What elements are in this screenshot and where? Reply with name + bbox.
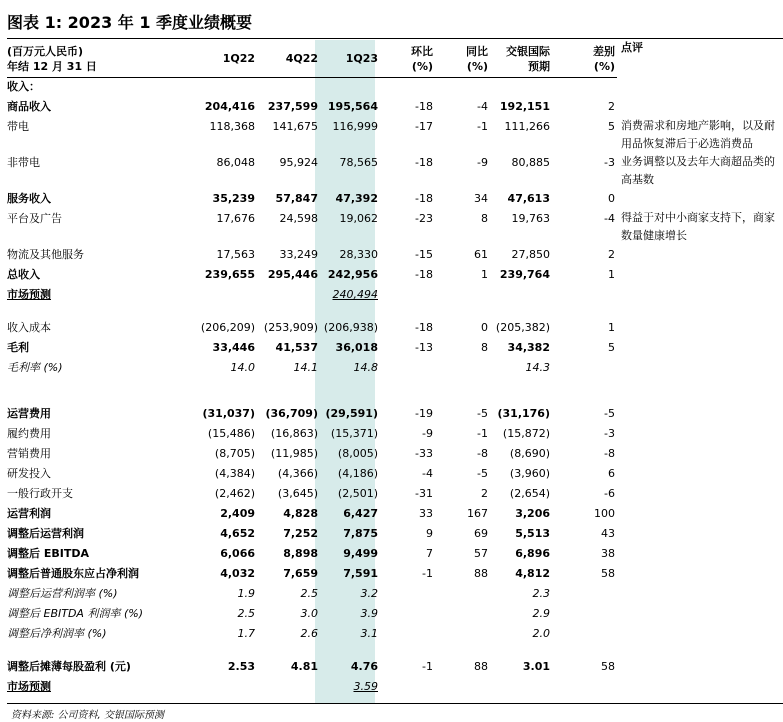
cell-1q23: 3.1: [360, 627, 378, 640]
cell-1q23: 19,062: [339, 212, 378, 225]
cell-4q22: 24,598: [279, 212, 318, 225]
table-row: [7, 464, 783, 484]
cell-4q22: 3.0: [300, 607, 318, 620]
row-label: 收入成本: [7, 321, 51, 334]
spacer-row: [7, 644, 783, 657]
cell-1q22: 118,368: [209, 120, 255, 133]
cell-1q23: 78,565: [339, 156, 378, 169]
cell-1q22: 33,446: [212, 341, 255, 354]
row-label: 毛利: [7, 341, 29, 354]
cell-diff: 2: [608, 100, 615, 113]
cell-1q23: 47,392: [335, 192, 378, 205]
table-row: [7, 424, 783, 444]
cell-4q22: (253,909): [263, 321, 318, 334]
row-label: 履约费用: [7, 427, 51, 440]
header-diff: 差别: [593, 44, 615, 58]
cell-estimate: (3,960): [509, 467, 550, 480]
row-label: 调整后 EBITDA 利润率 (%): [7, 607, 143, 620]
table-row: [7, 624, 783, 644]
cell-diff: 1: [608, 268, 615, 281]
cell-4q22: (4,366): [277, 467, 318, 480]
row-label: 调整后摊薄每股盈利 (元): [7, 660, 131, 673]
cell-estimate: 111,266: [504, 120, 550, 133]
cell-1q22: 4,032: [220, 567, 255, 580]
cell-diff: -3: [604, 156, 615, 169]
cell-1q22: 2.5: [237, 607, 255, 620]
table-row: [7, 245, 783, 265]
cell-qoq: -18: [415, 156, 433, 169]
cell-qoq: 33: [419, 507, 433, 520]
row-label: 调整后净利润率 (%): [7, 627, 107, 640]
table-row: [7, 117, 783, 153]
cell-qoq: -9: [422, 427, 433, 440]
cell-1q22: (206,209): [200, 321, 255, 334]
cell-diff: 58: [601, 567, 615, 580]
table-row: [7, 209, 783, 245]
cell-1q23: (206,938): [323, 321, 378, 334]
spacer-row: [7, 305, 783, 318]
header-row: [7, 40, 783, 77]
row-label: 调整后普通股东应占净利润: [7, 567, 139, 580]
cell-1q23: 116,999: [332, 120, 378, 133]
cell-4q22: (36,709): [265, 407, 318, 420]
cell-diff: 43: [601, 527, 615, 540]
cell-yoy: -8: [477, 447, 488, 460]
table-row: [7, 604, 783, 624]
row-label: 商品收入: [7, 100, 51, 113]
row-label: 市场预测: [7, 680, 51, 693]
cell-1q23-consensus: 240,494: [332, 288, 378, 301]
cell-1q22: 14.0: [230, 361, 255, 374]
table-row: [7, 524, 783, 544]
comment-platform-ads: 得益于对中小商家支持下，商家数量健康增长: [621, 211, 775, 242]
cell-yoy: 57: [474, 547, 488, 560]
cell-estimate: 2.9: [532, 607, 550, 620]
table-row: [7, 504, 783, 524]
cell-diff: 38: [601, 547, 615, 560]
header-fiscal: 年结 12 月 31 日: [7, 59, 97, 73]
table-row: [7, 97, 783, 117]
cell-1q23: 242,956: [327, 268, 378, 281]
header-diff-unit: (%): [593, 59, 615, 73]
header-unit: (百万元人民币): [7, 44, 84, 58]
cell-diff: 58: [601, 660, 615, 673]
cell-4q22: 7,659: [283, 567, 318, 580]
cell-1q22: (31,037): [202, 407, 255, 420]
spacer-row: [7, 391, 783, 404]
table-row: [7, 584, 783, 604]
cell-1q23: (15,371): [330, 427, 378, 440]
cell-4q22: 237,599: [267, 100, 318, 113]
header-yoy-unit: (%): [466, 59, 488, 73]
row-label: 收入：: [7, 80, 40, 93]
cell-qoq: -18: [415, 100, 433, 113]
cell-4q22: (16,863): [270, 427, 318, 440]
cell-estimate: 5,513: [515, 527, 550, 540]
cell-yoy: 2: [481, 487, 488, 500]
cell-estimate: (15,872): [502, 427, 550, 440]
cell-1q23: (29,591): [325, 407, 378, 420]
cell-4q22: 2.6: [300, 627, 318, 640]
cell-estimate: (8,690): [509, 447, 550, 460]
header-1q23: 1Q23: [345, 52, 378, 65]
cell-1q23: (8,005): [337, 447, 378, 460]
comment-electronics: 消费需求和房地产影响，以及耐用品恢复滞后于必选消费品: [621, 119, 775, 150]
table-row: [7, 358, 783, 378]
cell-4q22: 2.5: [300, 587, 318, 600]
cell-diff: 2: [608, 248, 615, 261]
cell-1q23: (4,186): [337, 467, 378, 480]
cell-4q22: 95,924: [279, 156, 318, 169]
row-label: 调整后 EBITDA: [7, 547, 89, 560]
cell-qoq: -31: [415, 487, 433, 500]
row-label: 调整后运营利润率 (%): [7, 587, 118, 600]
cell-1q22: 6,066: [220, 547, 255, 560]
row-label: 调整后运营利润: [7, 527, 84, 540]
row-label: 一般行政开支: [7, 487, 73, 500]
cell-qoq: -13: [415, 341, 433, 354]
cell-yoy: -9: [477, 156, 488, 169]
cell-qoq: 9: [426, 527, 433, 540]
cell-qoq: -18: [415, 268, 433, 281]
cell-1q23: 3.2: [360, 587, 378, 600]
header-qoq-unit: (%): [411, 59, 433, 73]
cell-1q23: 14.8: [353, 361, 378, 374]
cell-4q22: 41,537: [275, 341, 318, 354]
cell-yoy: -1: [477, 427, 488, 440]
cell-4q22: 14.1: [293, 361, 318, 374]
cell-estimate: 192,151: [499, 100, 550, 113]
cell-4q22: 4,828: [283, 507, 318, 520]
cell-1q22: 239,655: [204, 268, 255, 281]
cell-4q22: (3,645): [277, 487, 318, 500]
cell-1q22: 35,239: [212, 192, 255, 205]
table-row: [7, 484, 783, 504]
comment-non-electronics: 业务调整以及去年大商超品类的高基数: [621, 155, 775, 186]
cell-1q22: 1.7: [237, 627, 255, 640]
cell-qoq: -23: [415, 212, 433, 225]
table-row: [7, 677, 783, 697]
header-comment: 点评: [621, 41, 643, 54]
source-note: 资料来源: 公司资料, 交银国际预测: [11, 710, 164, 721]
cell-yoy: 0: [481, 321, 488, 334]
cell-qoq: -19: [415, 407, 433, 420]
cell-4q22: 33,249: [279, 248, 318, 261]
cell-1q22: (8,705): [214, 447, 255, 460]
cell-4q22: 7,252: [283, 527, 318, 540]
row-label: 运营费用: [7, 407, 51, 420]
spacer-row: [7, 378, 783, 391]
cell-yoy: 34: [474, 192, 488, 205]
cell-yoy: 61: [474, 248, 488, 261]
cell-qoq: 7: [426, 547, 433, 560]
results-table: [7, 40, 783, 697]
cell-1q23: 28,330: [339, 248, 378, 261]
cell-1q23: 36,018: [335, 341, 378, 354]
cell-4q22: 57,847: [275, 192, 318, 205]
cell-estimate: (2,654): [509, 487, 550, 500]
cell-yoy: 167: [467, 507, 488, 520]
cell-diff: 100: [594, 507, 615, 520]
cell-diff: -6: [604, 487, 615, 500]
cell-diff: 1: [608, 321, 615, 334]
cell-1q23: 7,591: [343, 567, 378, 580]
cell-estimate: (31,176): [497, 407, 550, 420]
cell-diff: 0: [608, 192, 615, 205]
cell-4q22: (11,985): [270, 447, 318, 460]
cell-estimate: 47,613: [507, 192, 550, 205]
cell-1q23: 4.76: [350, 660, 378, 673]
row-label: 研发投入: [7, 467, 51, 480]
cell-1q22: 86,048: [216, 156, 255, 169]
cell-diff: -4: [604, 212, 615, 225]
cell-4q22: 4.81: [290, 660, 318, 673]
header-estimate: 交银国际: [506, 44, 550, 58]
table-row: [7, 338, 783, 358]
bottom-rule: [7, 703, 783, 704]
cell-1q23: 195,564: [327, 100, 378, 113]
table-row: [7, 404, 783, 424]
cell-qoq: -1: [422, 660, 433, 673]
cell-yoy: -5: [477, 467, 488, 480]
row-label: 毛利率 (%): [7, 361, 63, 374]
cell-estimate: 3,206: [515, 507, 550, 520]
header-yoy: 同比: [466, 44, 488, 58]
cell-diff: 6: [608, 467, 615, 480]
cell-estimate: 6,896: [515, 547, 550, 560]
cell-4q22: 295,446: [267, 268, 318, 281]
cell-yoy: -1: [477, 120, 488, 133]
cell-estimate: 2.3: [532, 587, 550, 600]
row-label: 总收入: [7, 268, 40, 281]
table-row: [7, 189, 783, 209]
cell-1q22: (15,486): [207, 427, 255, 440]
cell-yoy: -5: [477, 407, 488, 420]
table-row: [7, 285, 783, 305]
cell-estimate: 2.0: [532, 627, 550, 640]
cell-estimate: 14.3: [525, 361, 550, 374]
cell-1q23: 7,875: [343, 527, 378, 540]
header-estimate-2: 预期: [528, 59, 550, 73]
cell-1q22: (4,384): [214, 467, 255, 480]
cell-1q22: (2,462): [214, 487, 255, 500]
cell-diff: -3: [604, 427, 615, 440]
cell-1q22: 2,409: [220, 507, 255, 520]
cell-qoq: -33: [415, 447, 433, 460]
table-row: [7, 444, 783, 464]
cell-1q23: 6,427: [343, 507, 378, 520]
top-rule: [7, 38, 783, 39]
table-row: [7, 544, 783, 564]
cell-estimate: 80,885: [511, 156, 550, 169]
row-label: 服务收入: [7, 192, 51, 205]
cell-estimate: 34,382: [507, 341, 550, 354]
cell-diff: 5: [608, 341, 615, 354]
cell-1q22: 17,563: [216, 248, 255, 261]
cell-1q22: 17,676: [216, 212, 255, 225]
cell-qoq: -18: [415, 321, 433, 334]
cell-yoy: 8: [481, 341, 488, 354]
cell-qoq: -15: [415, 248, 433, 261]
header-4q22: 4Q22: [285, 52, 318, 65]
cell-1q23: 3.9: [360, 607, 378, 620]
row-label: 非带电: [7, 156, 40, 169]
row-label: 营销费用: [7, 447, 51, 460]
cell-1q23-consensus: 3.59: [353, 680, 378, 693]
cell-qoq: -18: [415, 192, 433, 205]
cell-estimate: 27,850: [511, 248, 550, 261]
cell-qoq: -4: [422, 467, 433, 480]
cell-4q22: 141,675: [272, 120, 318, 133]
cell-1q22: 1.9: [237, 587, 255, 600]
row-label: 运营利润: [7, 507, 51, 520]
cell-qoq: -17: [415, 120, 433, 133]
cell-yoy: -4: [477, 100, 488, 113]
row-label: 带电: [7, 120, 29, 133]
cell-4q22: 8,898: [283, 547, 318, 560]
table-row: [7, 265, 783, 285]
cell-1q22: 204,416: [204, 100, 255, 113]
header-1q22: 1Q22: [222, 52, 255, 65]
cell-1q22: 2.53: [227, 660, 255, 673]
cell-yoy: 88: [474, 660, 488, 673]
cell-yoy: 69: [474, 527, 488, 540]
cell-diff: 5: [608, 120, 615, 133]
table-row: [7, 657, 783, 677]
cell-1q22: 4,652: [220, 527, 255, 540]
cell-estimate: (205,382): [495, 321, 550, 334]
row-label: 物流及其他服务: [7, 248, 84, 261]
table-row: [7, 318, 783, 338]
table-title: 图表 1: 2023 年 1 季度业绩概要: [7, 13, 253, 32]
header-qoq: 环比: [411, 44, 433, 58]
cell-estimate: 3.01: [522, 660, 550, 673]
cell-yoy: 8: [481, 212, 488, 225]
cell-1q23: (2,501): [337, 487, 378, 500]
row-label: 市场预测: [7, 288, 51, 301]
table-row: [7, 153, 783, 189]
table-row: [7, 77, 783, 97]
cell-1q23: 9,499: [343, 547, 378, 560]
cell-yoy: 88: [474, 567, 488, 580]
row-label: 平台及广告: [7, 212, 62, 225]
table-row: [7, 564, 783, 584]
cell-yoy: 1: [481, 268, 488, 281]
cell-estimate: 19,763: [511, 212, 550, 225]
cell-qoq: -1: [422, 567, 433, 580]
cell-diff: -8: [604, 447, 615, 460]
cell-diff: -5: [604, 407, 615, 420]
cell-estimate: 4,812: [515, 567, 550, 580]
cell-estimate: 239,764: [499, 268, 550, 281]
